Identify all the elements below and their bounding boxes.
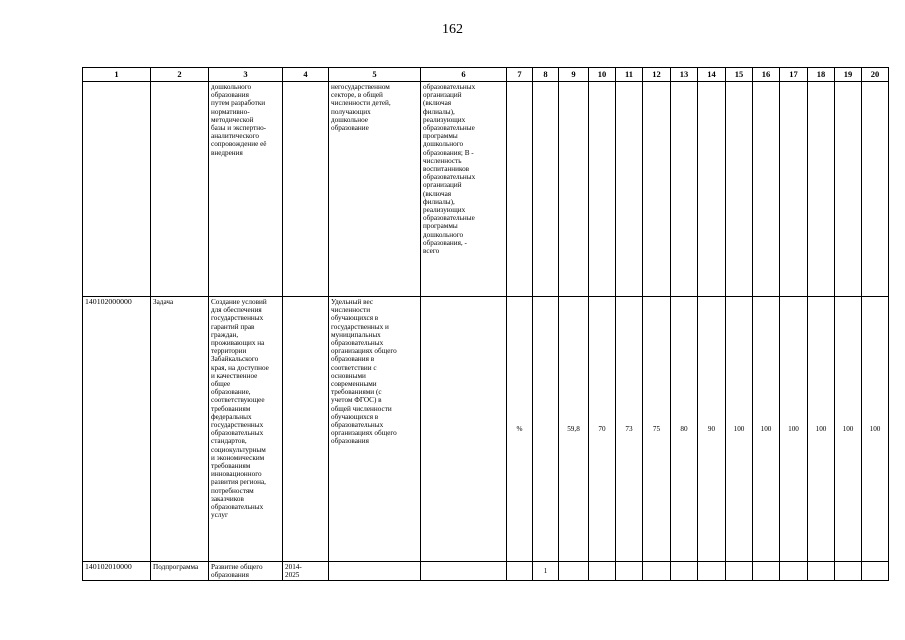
value-cell: 80: [671, 297, 698, 562]
value-cell: 90: [698, 297, 726, 562]
column-header: 14: [698, 68, 726, 82]
column-header: 18: [808, 68, 835, 82]
column-header: 3: [209, 68, 283, 82]
col5-text: негосударственном секторе, в общей численности детей, получающих дошкольное образование: [329, 82, 421, 297]
table-row-subprogram: [83, 562, 889, 581]
value-cell: 73: [616, 297, 643, 562]
task-type: Задача: [151, 297, 209, 562]
value-cell: 100: [835, 297, 862, 562]
column-header: 12: [643, 68, 671, 82]
value-cell: 100: [753, 297, 780, 562]
column-header: 20: [862, 68, 889, 82]
column-header: 16: [753, 68, 780, 82]
sub-type: Подпрограмма: [151, 562, 209, 581]
column-header: 11: [616, 68, 643, 82]
table-row-task: [83, 297, 889, 562]
sub-code: 140102010000: [83, 562, 151, 581]
sub-description: Развитие общего образования: [209, 562, 283, 581]
indicator-table: [82, 67, 889, 581]
column-header: 6: [421, 68, 507, 82]
col3-text: дошкольного образования путем разработки нормативно- методической базы и экспертно- аналитического сопровождение её внедрения: [209, 82, 283, 297]
column-header: 9: [559, 68, 589, 82]
column-header: 1: [83, 68, 151, 82]
task-unit: %: [507, 297, 533, 562]
value-cell: 100: [780, 297, 808, 562]
column-header: 13: [671, 68, 698, 82]
column-header: 17: [780, 68, 808, 82]
page-number: 162: [442, 22, 463, 37]
column-header: 4: [283, 68, 329, 82]
task-code: 140102000000: [83, 297, 151, 562]
value-cell: 70: [589, 297, 616, 562]
sub-col8: 1: [533, 562, 559, 581]
table-row-continuation: [83, 82, 889, 297]
column-header: 10: [589, 68, 616, 82]
column-header: 7: [507, 68, 533, 82]
column-header: 5: [329, 68, 421, 82]
column-header: 2: [151, 68, 209, 82]
value-cell: 75: [643, 297, 671, 562]
value-cell: 100: [726, 297, 753, 562]
column-header: 15: [726, 68, 753, 82]
task-indicator: Удельный вес численности обучающихся в государственных и муниципальных образовательных организациях общего образования в соответствии с основными современными требованиями (с учетом ФГОС) в общей численности обучающихся в образовательных организациях общего образования: [329, 297, 421, 562]
value-cell: 59,8: [559, 297, 589, 562]
header-row: [83, 68, 889, 82]
column-header: 8: [533, 68, 559, 82]
column-header: 19: [835, 68, 862, 82]
col6-text: образовательных организаций (включая филиалы), реализующих образовательные программы дошкольного образования; В - численность воспитанников образовательных организаций (включая филиалы), реализующих образовательные программы дошкольного образования, - всего: [421, 82, 507, 297]
sub-period: 2014- 2025: [283, 562, 329, 581]
value-cell: 100: [808, 297, 835, 562]
value-cell: 100: [862, 297, 889, 562]
task-description: Создание условий для обеспечения государственных гарантий прав граждан, проживающих на территории Забайкальского края, на доступное и качественное общее образование, соответствующее требованиям федеральных государственных образовательных стандартов, социокультурным и экономическим требованиям инновационного развития региона, потребностям заказчиков образовательных услуг: [209, 297, 283, 562]
